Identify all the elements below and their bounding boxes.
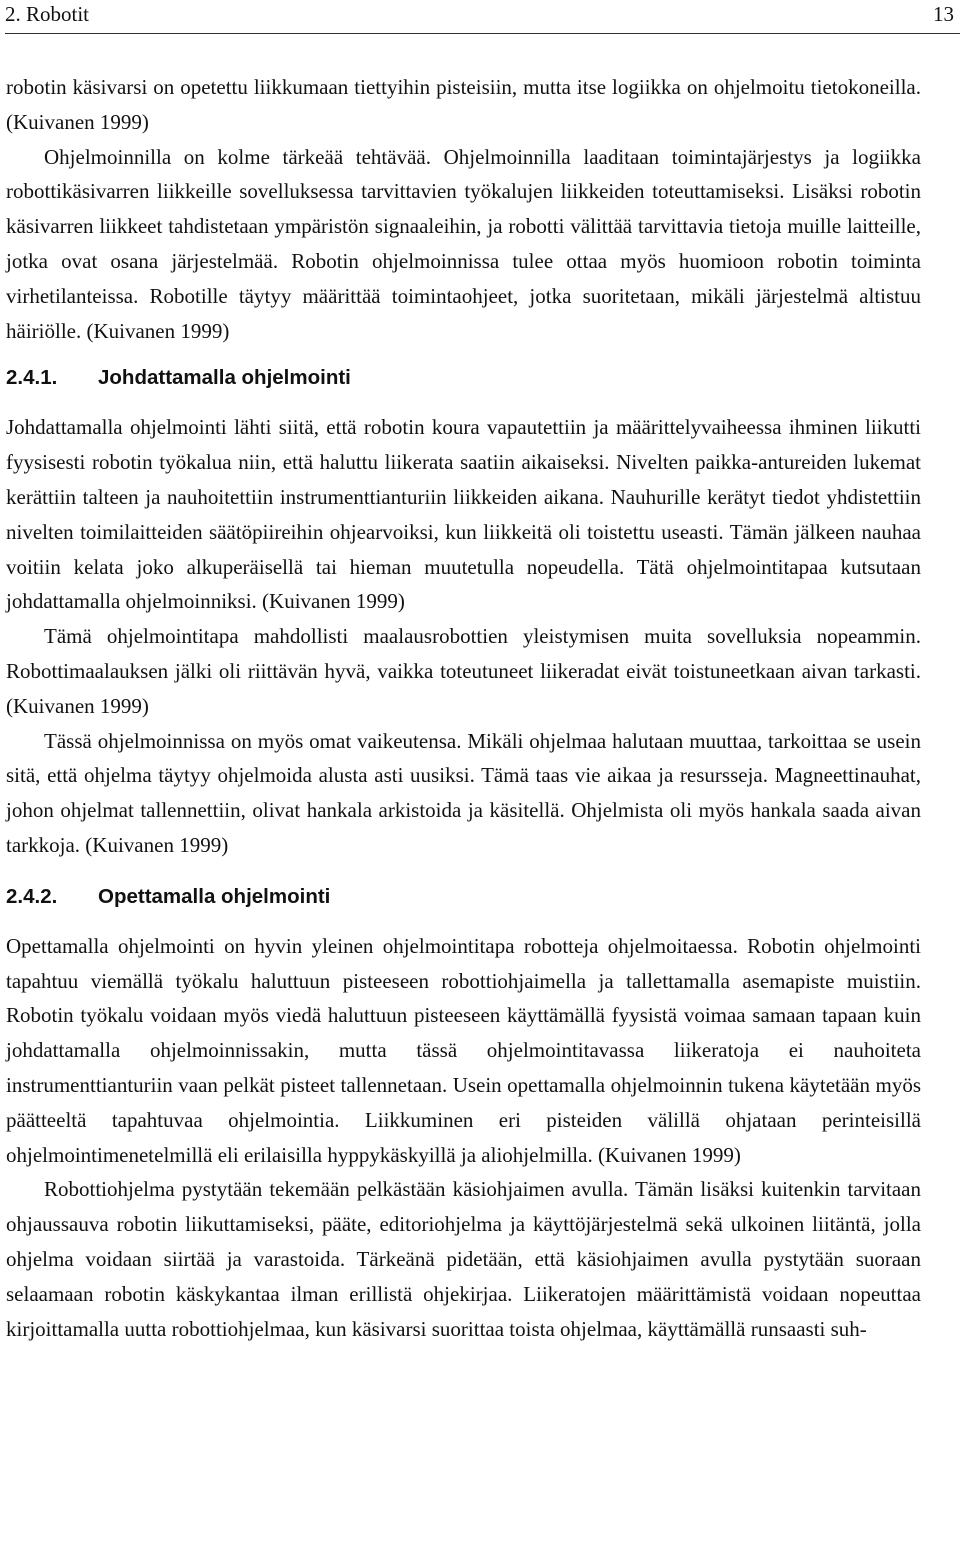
paragraph: Ohjelmoinnilla on kolme tärkeää tehtävää. Ohjelmoinnilla laaditaan toimintajärjestys ja logiikka robottikäsivarren liikkeille sovelluksessa tarvittavien työkalujen liikkeiden toteuttamiseksi. Lisäksi robotin käsivarren liikkeet tahdistetaan ympäristön signaaleihin, ja robotti välittää tarvittavia tietoja muille laitteille, jotka ovat osana järjestelmää. Robotin ohjelmoinnissa tulee ottaa myös huomioon robotin toiminta virhetilanteissa. Robotille täytyy määrittää toimintaohjeet, jotka suoritetaan, mikäli järjestelmä altistuu häiriölle. (Kuivanen 1999) [6,144,921,343]
section-title: Johdattamalla ohjelmointi [98,366,351,390]
running-head-chapter: 2. Robotit [5,2,90,26]
paragraph: Robottiohjelma pystytään tekemään pelkästään käsiohjaimen avulla. Tämän lisäksi kuitenkin tarvitaan ohjaussauva robotin liikuttamiseksi, pääte, editoriohjelma ja käyttöjärjestelmä sekä ulkoinen liitäntä, jolla ohjelma voidaan siirtää ja varastoida. Tärkeänä pidetään, että käsiohjaimen avulla pystytään suoraan selaamaan robotin käskykantaa ilman erillistä ohjekirjaa. Liikeratojen määrittämistä voidaan nopeuttaa kirjoittamalla uutta robottiohjelmaa, kun käsivarsi suorittaa toista ohjelmaa, käyttämällä runsaasti suh- [6,1177,921,1341]
paragraph: robotin käsivarsi on opetettu liikkumaan tiettyihin pisteisiin, mutta itse logiikka on ohjelmoitu tietokoneilla. (Kuivanen 1999) [6,75,921,134]
section-heading-2-4-2 [6,883,921,911]
page-header [5,0,954,30]
section-title: Opettamalla ohjelmointi [98,884,331,908]
page-body [6,70,921,1346]
page-number: 13 [933,2,954,26]
header-rule [5,33,960,34]
section-number: 2.4.2. [6,884,58,908]
paragraph: Opettamalla ohjelmointi on hyvin yleinen ohjelmointitapa robotteja ohjelmoitaessa. Robotin ohjelmointi tapahtuu viemällä työkalu haluttuun pisteeseen robottiohjaimella ja tallettamalla asemapiste muistiin. Robotin työkalu voidaan myös viedä haluttuun pisteeseen käyttämällä fyysistä voimaa samaan tapaan kuin johdattamalla ohjelmoinnissakin, mutta tässä ohjelmointitavassa liikeratoja ei nauhoiteta instrumenttianturiin vaan pelkät pisteet tallennetaan. Usein opettamalla ohjelmoinnin tukena käytetään myös päätteeltä tapahtuvaa ohjelmointia. Liikkuminen eri pisteiden välillä ohjataan perinteisillä ohjelmointimenetelmillä eli erilaisilla hyppykäskyillä ja aliohjelmilla. (Kuivanen 1999) [6,933,921,1167]
section-number: 2.4.1. [6,366,58,390]
paragraph: Johdattamalla ohjelmointi lähti siitä, että robotin koura vapautettiin ja määrittelyvaiheessa ihminen liikutti fyysisesti robotin työkalua niin, että haluttu liikerata saatiin aikaiseksi. Nivelten paikka-antureiden lukemat kerättiin talteen ja nauhoitettiin instrumenttianturiin liikkeiden aikana. Nauhurille kerätyt tiedot yhdistettiin nivelten toimilaitteiden säätöpiireihin ohjearvoiksi, kun liikkeitä oli toistettu useasti. Tämän jälkeen nauhaa voitiin kelata joko alkuperäisellä tai hieman muutetulla nopeudella. Tätä ohjelmointitapaa kutsutaan johdattamalla ohjelmoinniksi. (Kuivanen 1999) [6,415,921,614]
paragraph: Tässä ohjelmoinnissa on myös omat vaikeutensa. Mikäli ohjelmaa halutaan muuttaa, tarkoittaa se usein sitä, että ohjelma täytyy ohjelmoida alusta asti uusiksi. Tämä taas vie aikaa ja resursseja. Magneettinauhat, johon ohjelmat tallennettiin, olivat hankala arkistoida ja käsitellä. Ohjelmista oli myös hankala saada aivan tarkkoja. (Kuivanen 1999) [6,728,921,857]
paragraph: Tämä ohjelmointitapa mahdollisti maalausrobottien yleistymisen muita sovelluksia nopeammin. Robottimaalauksen jälki oli riittävän hyvä, vaikka toteutuneet liikeradat eivät toistuneetkaan aivan tarkasti. (Kuivanen 1999) [6,624,921,718]
section-heading-2-4-1 [6,364,921,392]
